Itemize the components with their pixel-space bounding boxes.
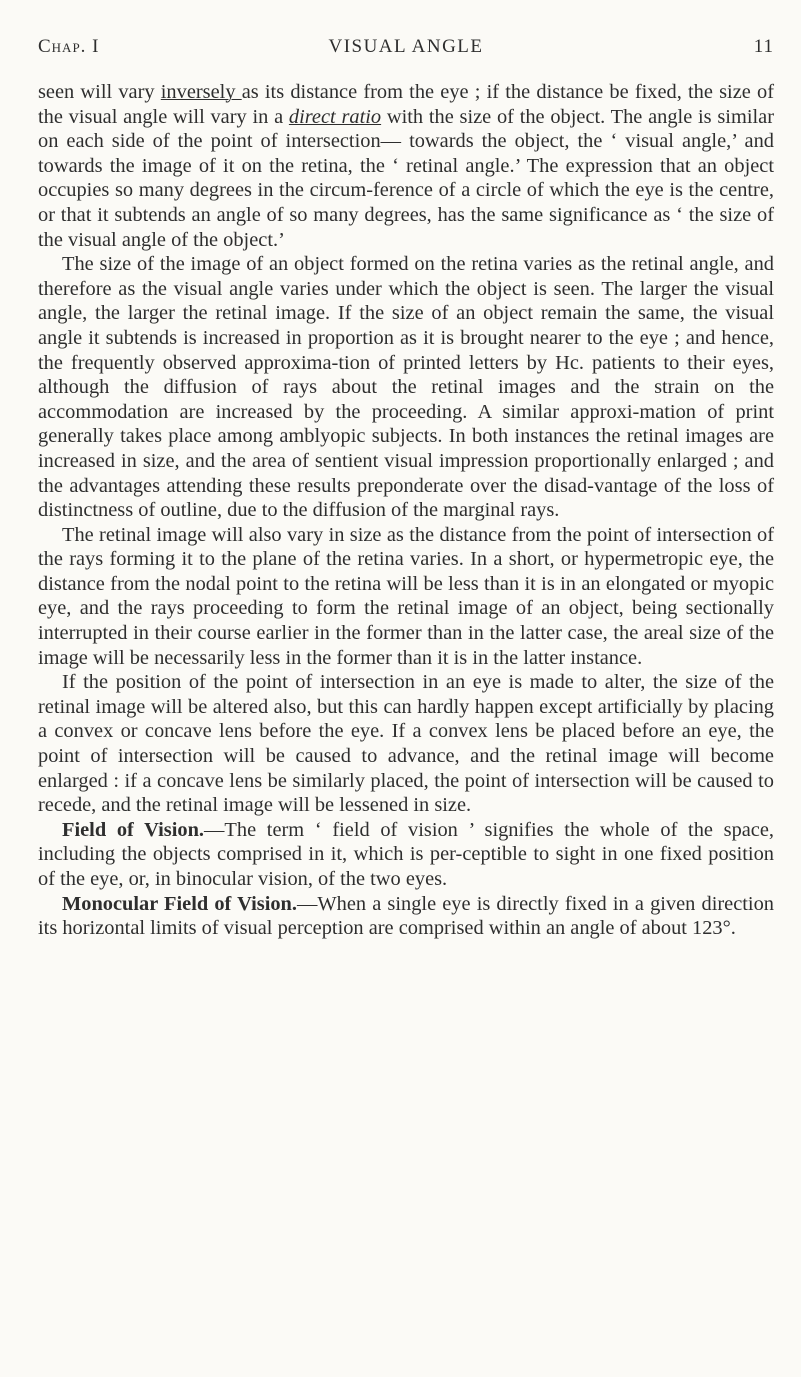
p1-underlined-inversely: inversely [160, 81, 242, 103]
paragraph-retinal-image-distance: The retinal image will also vary in size as the distance from the point of intersection of the rays forming it to the plane of the retina varies. In a short, or hypermetropic eye, the distance from the nodal point to the retina will be less than it is in an elongated or myopic eye, and the rays proceeding to form the retinal image of an object, being sectionally interrupted in their course earlier in the former than in the latter case, the areal size of the image will be necessarily less in the former than it is in the latter instance. [38, 523, 774, 669]
p1-italic-direct-ratio: direct ratio [288, 105, 382, 128]
book-page [38, 28, 774, 941]
running-head [38, 28, 774, 62]
monocular-field-text: —When a single eye is directly fixed in a given direction its horizontal limits of visual perception are comprised within an angle of about 123°. [38, 892, 774, 940]
p1-run-5: with the size of the object. The angle is similar on each side of the point of intersection— towards the object, the ‘ visual angle,’ and towards the image of it on the retina, the ‘ retinal angle.’ The expression that an object occupies so many degrees in the circum-ference of a circle of which the eye is the centre, or that it subtends an angle of so many degrees, has the same significance as ‘ the size of the visual angle of the object.’ [38, 105, 774, 251]
heading-field-of-vision: Field of Vision. [62, 818, 205, 841]
paragraph-retinal-image-size: The size of the image of an object formed on the retina varies as the retinal angle, and therefore as the visual angle varies under which the object is seen. The larger the visual angle, the larger the retinal image. If the size of an object remain the same, the visual angle it subtends is increased in proportion as it is brought nearer to the eye ; and hence, the frequently observed approxima-tion of printed letters by Hc. patients to their eyes, although the diffusion of rays about the retinal images and the strain on the accommodation are increased by the proceeding. A similar approxi-mation of print generally takes place among amblyopic subjects. In both instances the retinal images are increased in size, and the area of sentient visual impression proportionally enlarged ; and the advantages attending these results preponderate over the disad-vantage of the loss of distinctness of outline, due to the diffusion of the marginal rays. [38, 253, 774, 522]
running-head-chapter: Chap. I [38, 36, 100, 57]
heading-monocular-field-of-vision: Monocular Field of Vision. [62, 892, 297, 915]
paragraph-monocular-field [38, 892, 774, 941]
running-head-title: VISUAL ANGLE [328, 36, 484, 57]
paragraph-visual-angle-continued [38, 80, 774, 252]
paragraph-point-of-intersection: If the position of the point of intersection in an eye is made to alter, the size of the retinal image will be altered also, but this can hardly happen except artificially by placing a convex or concave lens before the eye. If a convex lens be placed before an eye, the point of intersection will be caused to advance, and the retinal image will become enlarged : if a concave lens be similarly placed, the point of intersection will be caused to recede, and the retinal image will be lessened in size. [38, 671, 774, 817]
body-text [38, 80, 774, 941]
page-number: 11 [753, 36, 774, 57]
p1-run-3: as its distance from the eye ; if the distance be fixed, the size of the visual angle will vary in a [38, 81, 774, 128]
paragraph-field-of-vision [38, 818, 774, 892]
field-of-vision-text: —The term ‘ field of vision ’ signifies the whole of the space, including the objects comprised in it, which is per-ceptible to sight in one fixed position of the eye, or, in binocular vision, of the two eyes. [38, 818, 775, 890]
p1-run-1: seen will vary [38, 81, 161, 103]
